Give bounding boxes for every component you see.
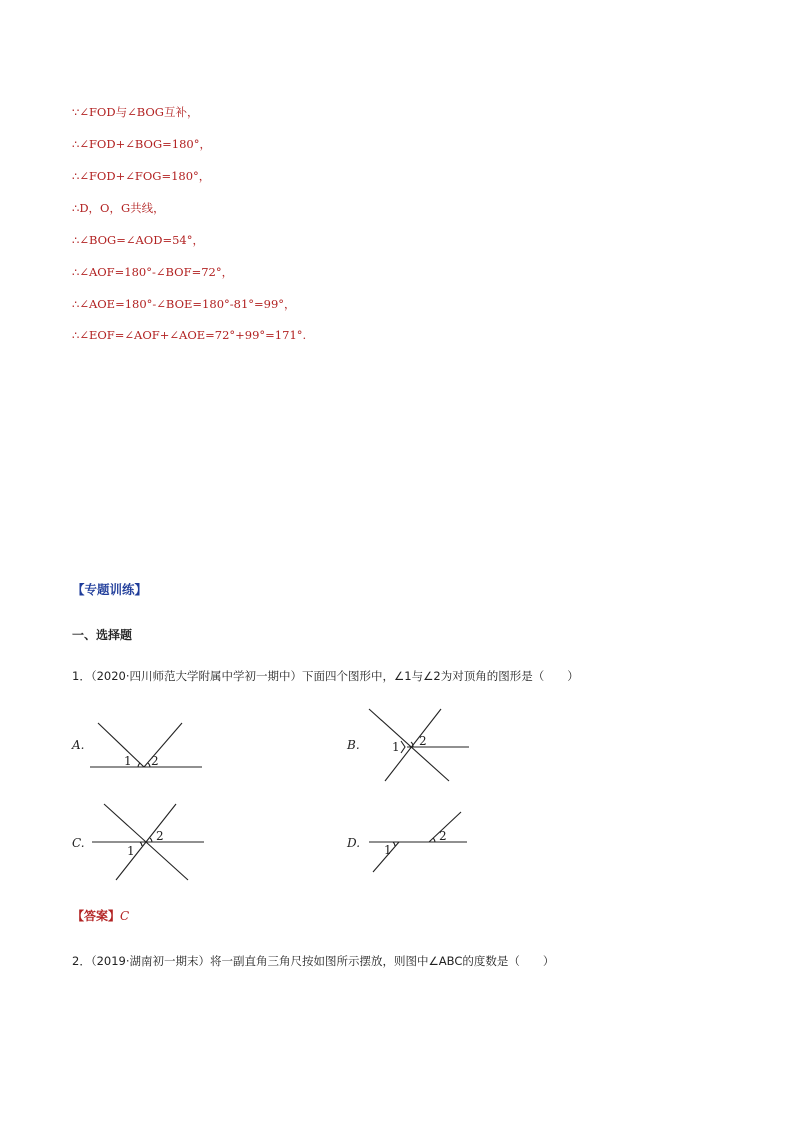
option-c-angle-1: 1 — [127, 844, 135, 858]
question-number: 1． — [72, 669, 91, 683]
option-b-angle-1: 1 — [392, 740, 400, 754]
answer-line — [72, 907, 129, 924]
question-2 — [72, 953, 554, 969]
option-b-figure — [365, 705, 475, 785]
option-a-label: A. — [72, 738, 85, 752]
option-d-label: D. — [347, 836, 361, 850]
option-c-label: C. — [72, 836, 85, 850]
option-c-angle-2: 2 — [156, 829, 164, 843]
answer-value: C — [120, 909, 130, 923]
question-text: （2020·四川师范大学附属中学初一期中）下面四个图形中，∠1与∠2为对顶角的图形是（ ） — [90, 669, 579, 683]
answer-label: 【答案】 — [72, 909, 121, 923]
option-a-figure — [88, 718, 208, 773]
proof-line-1: ∵∠FOD与∠BOG互补， — [72, 105, 199, 119]
proof-line-7: ∴∠AOE=180°-∠BOE=180°-81°=99°， — [72, 297, 296, 311]
option-a-angle-1: 1 — [124, 754, 132, 768]
proof-line-5: ∴∠BOG=∠AOD=54°， — [72, 233, 204, 247]
question-number: 2． — [72, 954, 91, 968]
subheading: 一、选择题 — [72, 628, 133, 642]
proof-line-6: ∴∠AOF=180°-∠BOF=72°， — [72, 265, 234, 279]
proof-line-3: ∴∠FOD+∠FOG=180°， — [72, 169, 211, 183]
section-title: 【专题训练】 — [72, 582, 148, 597]
option-c-figure — [90, 800, 210, 885]
question-1 — [72, 668, 579, 684]
option-b-angle-2: 2 — [419, 734, 427, 748]
proof-line-2: ∴∠FOD+∠BOG=180°， — [72, 137, 211, 151]
proof-line-8: ∴∠EOF=∠AOF+∠AOE=72°+99°=171°. — [72, 328, 307, 342]
option-b-label: B. — [347, 738, 360, 752]
question-text: （2019·湖南初一期末）将一副直角三角尺按如图所示摆放，则图中∠ABC的度数是（ ） — [90, 954, 555, 968]
option-d-angle-1: 1 — [384, 843, 392, 857]
proof-line-4: ∴D，O，G共线， — [72, 201, 165, 215]
option-d-angle-2: 2 — [439, 829, 447, 843]
option-d-figure — [365, 808, 475, 878]
option-a-angle-2: 2 — [151, 754, 159, 768]
